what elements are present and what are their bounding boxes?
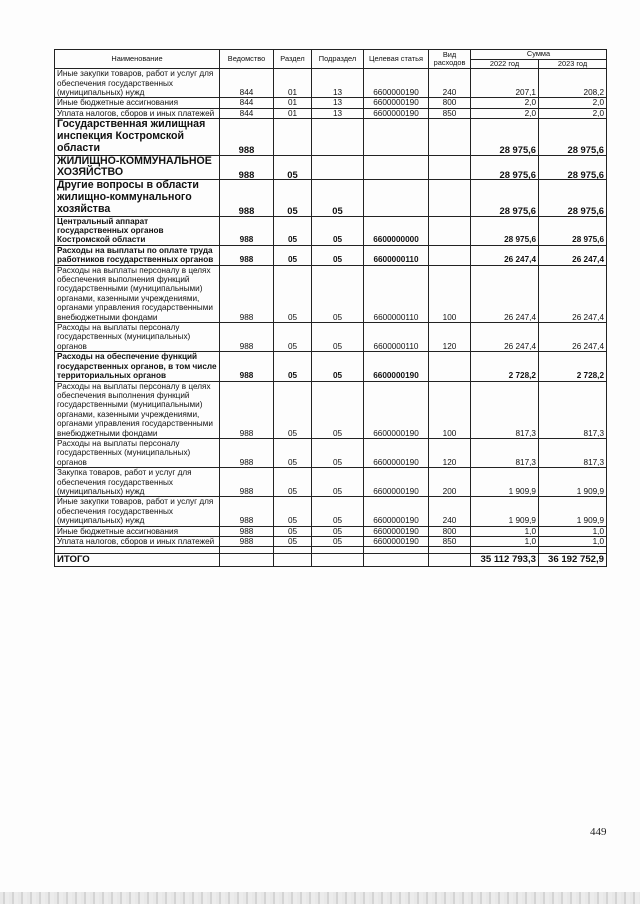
row-dept: 988: [220, 323, 274, 352]
row-value-2023: 28 975,6: [539, 180, 607, 216]
table-row: [55, 245, 607, 265]
row-value-2023: 1 909,9: [539, 468, 607, 497]
row-subsection: 05: [312, 352, 364, 381]
row-section: 05: [274, 438, 312, 467]
table-row: [55, 468, 607, 497]
row-name: ЖИЛИЩНО-КОММУНАЛЬНОЕ ХОЗЯЙСТВО: [55, 155, 220, 180]
row-dept: 844: [220, 98, 274, 108]
row-name: Расходы на выплаты персоналу государственных (муниципальных) органов: [55, 438, 220, 467]
row-section: 05: [274, 526, 312, 536]
row-exp-type: 120: [429, 438, 471, 467]
table-row: [55, 497, 607, 526]
row-subsection: 05: [312, 468, 364, 497]
row-name: Закупка товаров, работ и услуг для обеспечения государственных (муниципальных) нужд: [55, 468, 220, 497]
row-section: 01: [274, 108, 312, 118]
total-label: ИТОГО: [55, 554, 220, 567]
table-row: [55, 216, 607, 245]
table-row: [55, 265, 607, 322]
row-target: 6600000000: [364, 216, 429, 245]
row-dept: 844: [220, 69, 274, 98]
row-target: [364, 119, 429, 155]
row-exp-type: 200: [429, 468, 471, 497]
row-value-2023: 817,3: [539, 381, 607, 438]
header-year-2022: 2022 год: [471, 59, 539, 69]
row-value-2023: 26 247,4: [539, 323, 607, 352]
row-exp-type: [429, 216, 471, 245]
row-value-2022: 2 728,2: [471, 352, 539, 381]
row-value-2023: 26 247,4: [539, 245, 607, 265]
scan-edge: [0, 892, 640, 904]
row-subsection: 05: [312, 216, 364, 245]
row-exp-type: 120: [429, 323, 471, 352]
row-name: Центральный аппарат государственных органов Костромской области: [55, 216, 220, 245]
row-subsection: 05: [312, 438, 364, 467]
row-value-2022: 26 247,4: [471, 323, 539, 352]
row-target: 6600000190: [364, 381, 429, 438]
row-dept: 988: [220, 497, 274, 526]
table-row: [55, 180, 607, 216]
row-name: Иные бюджетные ассигнования: [55, 526, 220, 536]
row-name: Расходы на выплаты персоналу в целях обеспечения выполнения функций государственными (муниципальными) органами, казенными учреждениями, органами управления государственными внебюджетными фондами: [55, 265, 220, 322]
total-2022: 35 112 793,3: [471, 554, 539, 567]
row-section: 05: [274, 245, 312, 265]
row-subsection: 13: [312, 108, 364, 118]
row-value-2022: 1,0: [471, 526, 539, 536]
row-value-2023: 2,0: [539, 108, 607, 118]
row-value-2023: 208,2: [539, 69, 607, 98]
row-section: 05: [274, 352, 312, 381]
table-row: [55, 438, 607, 467]
row-value-2022: 2,0: [471, 108, 539, 118]
spacer-row: [55, 547, 607, 554]
row-target: 6600000190: [364, 468, 429, 497]
row-value-2023: 28 975,6: [539, 216, 607, 245]
row-dept: 988: [220, 180, 274, 216]
table-header: [55, 50, 607, 69]
row-value-2022: 26 247,4: [471, 265, 539, 322]
row-name: Расходы на выплаты персоналу государственных (муниципальных) органов: [55, 323, 220, 352]
table-row: [55, 381, 607, 438]
row-dept: 988: [220, 265, 274, 322]
row-dept: 988: [220, 381, 274, 438]
row-exp-type: 240: [429, 497, 471, 526]
row-section: 01: [274, 69, 312, 98]
table-row: [55, 119, 607, 155]
row-section: 05: [274, 323, 312, 352]
row-target: [364, 180, 429, 216]
table-row: [55, 323, 607, 352]
row-target: 6600000190: [364, 69, 429, 98]
row-value-2023: 26 247,4: [539, 265, 607, 322]
row-section: 05: [274, 381, 312, 438]
header-target: Целевая статья: [364, 50, 429, 69]
row-value-2022: 817,3: [471, 381, 539, 438]
row-exp-type: [429, 119, 471, 155]
row-section: 05: [274, 216, 312, 245]
row-exp-type: [429, 180, 471, 216]
row-name: Расходы на обеспечение функций государственных органов, в том числе территориальных органов: [55, 352, 220, 381]
row-target: 6600000190: [364, 438, 429, 467]
row-section: 01: [274, 98, 312, 108]
row-value-2023: 2 728,2: [539, 352, 607, 381]
row-subsection: 13: [312, 98, 364, 108]
row-section: 05: [274, 468, 312, 497]
row-value-2023: 1 909,9: [539, 497, 607, 526]
row-name: Иные закупки товаров, работ и услуг для обеспечения государственных (муниципальных) нужд: [55, 69, 220, 98]
row-section: 05: [274, 265, 312, 322]
table-row: [55, 98, 607, 108]
row-value-2022: 817,3: [471, 438, 539, 467]
row-value-2022: 28 975,6: [471, 180, 539, 216]
row-dept: 988: [220, 526, 274, 536]
row-name: Расходы на выплаты по оплате труда работников государственных органов: [55, 245, 220, 265]
row-subsection: 05: [312, 381, 364, 438]
row-section: 05: [274, 497, 312, 526]
table-row: [55, 352, 607, 381]
row-section: 05: [274, 537, 312, 547]
header-name: Наименование: [55, 50, 220, 69]
row-section: 05: [274, 155, 312, 180]
row-subsection: 05: [312, 323, 364, 352]
header-dept: Ведомство: [220, 50, 274, 69]
row-subsection: 13: [312, 69, 364, 98]
row-target: 6600000110: [364, 323, 429, 352]
row-subsection: 05: [312, 537, 364, 547]
row-exp-type: 800: [429, 98, 471, 108]
header-sum: Сумма: [471, 50, 607, 60]
row-exp-type: 100: [429, 265, 471, 322]
row-name: Расходы на выплаты персоналу в целях обеспечения выполнения функций государственными (муниципальными) органами, казенными учреждениями, органами управления государственными внебюджетными фондами: [55, 381, 220, 438]
table-body: [55, 69, 607, 547]
row-value-2022: 1 909,9: [471, 497, 539, 526]
total-2023: 36 192 752,9: [539, 554, 607, 567]
header-section: Раздел: [274, 50, 312, 69]
table-row: [55, 526, 607, 536]
row-section: [274, 119, 312, 155]
row-target: 6600000190: [364, 352, 429, 381]
row-target: 6600000110: [364, 265, 429, 322]
row-subsection: 05: [312, 265, 364, 322]
row-dept: 988: [220, 245, 274, 265]
row-exp-type: 240: [429, 69, 471, 98]
row-value-2022: 28 975,6: [471, 216, 539, 245]
row-value-2023: 2,0: [539, 98, 607, 108]
row-target: 6600000190: [364, 98, 429, 108]
row-dept: 988: [220, 468, 274, 497]
row-name: Государственная жилищная инспекция Костромской области: [55, 119, 220, 155]
row-value-2022: 1,0: [471, 537, 539, 547]
row-subsection: [312, 155, 364, 180]
row-exp-type: [429, 352, 471, 381]
row-target: 6600000190: [364, 537, 429, 547]
row-subsection: 05: [312, 245, 364, 265]
row-value-2022: 207,1: [471, 69, 539, 98]
header-exp-type: Вид расходов: [429, 50, 471, 69]
row-exp-type: [429, 155, 471, 180]
table-row: [55, 69, 607, 98]
budget-table: [54, 49, 607, 567]
row-target: 6600000190: [364, 497, 429, 526]
row-subsection: 05: [312, 526, 364, 536]
row-value-2022: 28 975,6: [471, 119, 539, 155]
row-target: 6600000190: [364, 526, 429, 536]
row-dept: 988: [220, 119, 274, 155]
row-exp-type: 800: [429, 526, 471, 536]
row-exp-type: [429, 245, 471, 265]
row-dept: 988: [220, 155, 274, 180]
row-target: 6600000190: [364, 108, 429, 118]
row-subsection: 05: [312, 497, 364, 526]
row-name: Уплата налогов, сборов и иных платежей: [55, 108, 220, 118]
table-row: [55, 155, 607, 180]
row-target: [364, 155, 429, 180]
header-subsection: Подраздел: [312, 50, 364, 69]
row-exp-type: 100: [429, 381, 471, 438]
row-value-2023: 28 975,6: [539, 119, 607, 155]
row-value-2022: 26 247,4: [471, 245, 539, 265]
row-dept: 988: [220, 438, 274, 467]
total-row: [55, 554, 607, 567]
table-row: [55, 537, 607, 547]
row-dept: 988: [220, 537, 274, 547]
row-exp-type: 850: [429, 108, 471, 118]
row-value-2022: 1 909,9: [471, 468, 539, 497]
row-value-2022: 28 975,6: [471, 155, 539, 180]
row-value-2022: 2,0: [471, 98, 539, 108]
header-year-2023: 2023 год: [539, 59, 607, 69]
row-dept: 844: [220, 108, 274, 118]
row-dept: 988: [220, 216, 274, 245]
row-value-2023: 817,3: [539, 438, 607, 467]
table-row: [55, 108, 607, 118]
row-dept: 988: [220, 352, 274, 381]
page-number: 449: [590, 826, 607, 838]
row-subsection: 05: [312, 180, 364, 216]
row-value-2023: 28 975,6: [539, 155, 607, 180]
row-name: Другие вопросы в области жилищно-коммунального хозяйства: [55, 180, 220, 216]
row-subsection: [312, 119, 364, 155]
row-value-2023: 1,0: [539, 526, 607, 536]
row-name: Иные бюджетные ассигнования: [55, 98, 220, 108]
row-exp-type: 850: [429, 537, 471, 547]
row-name: Уплата налогов, сборов и иных платежей: [55, 537, 220, 547]
row-target: 6600000110: [364, 245, 429, 265]
row-value-2023: 1,0: [539, 537, 607, 547]
row-section: 05: [274, 180, 312, 216]
row-name: Иные закупки товаров, работ и услуг для обеспечения государственных (муниципальных) нужд: [55, 497, 220, 526]
